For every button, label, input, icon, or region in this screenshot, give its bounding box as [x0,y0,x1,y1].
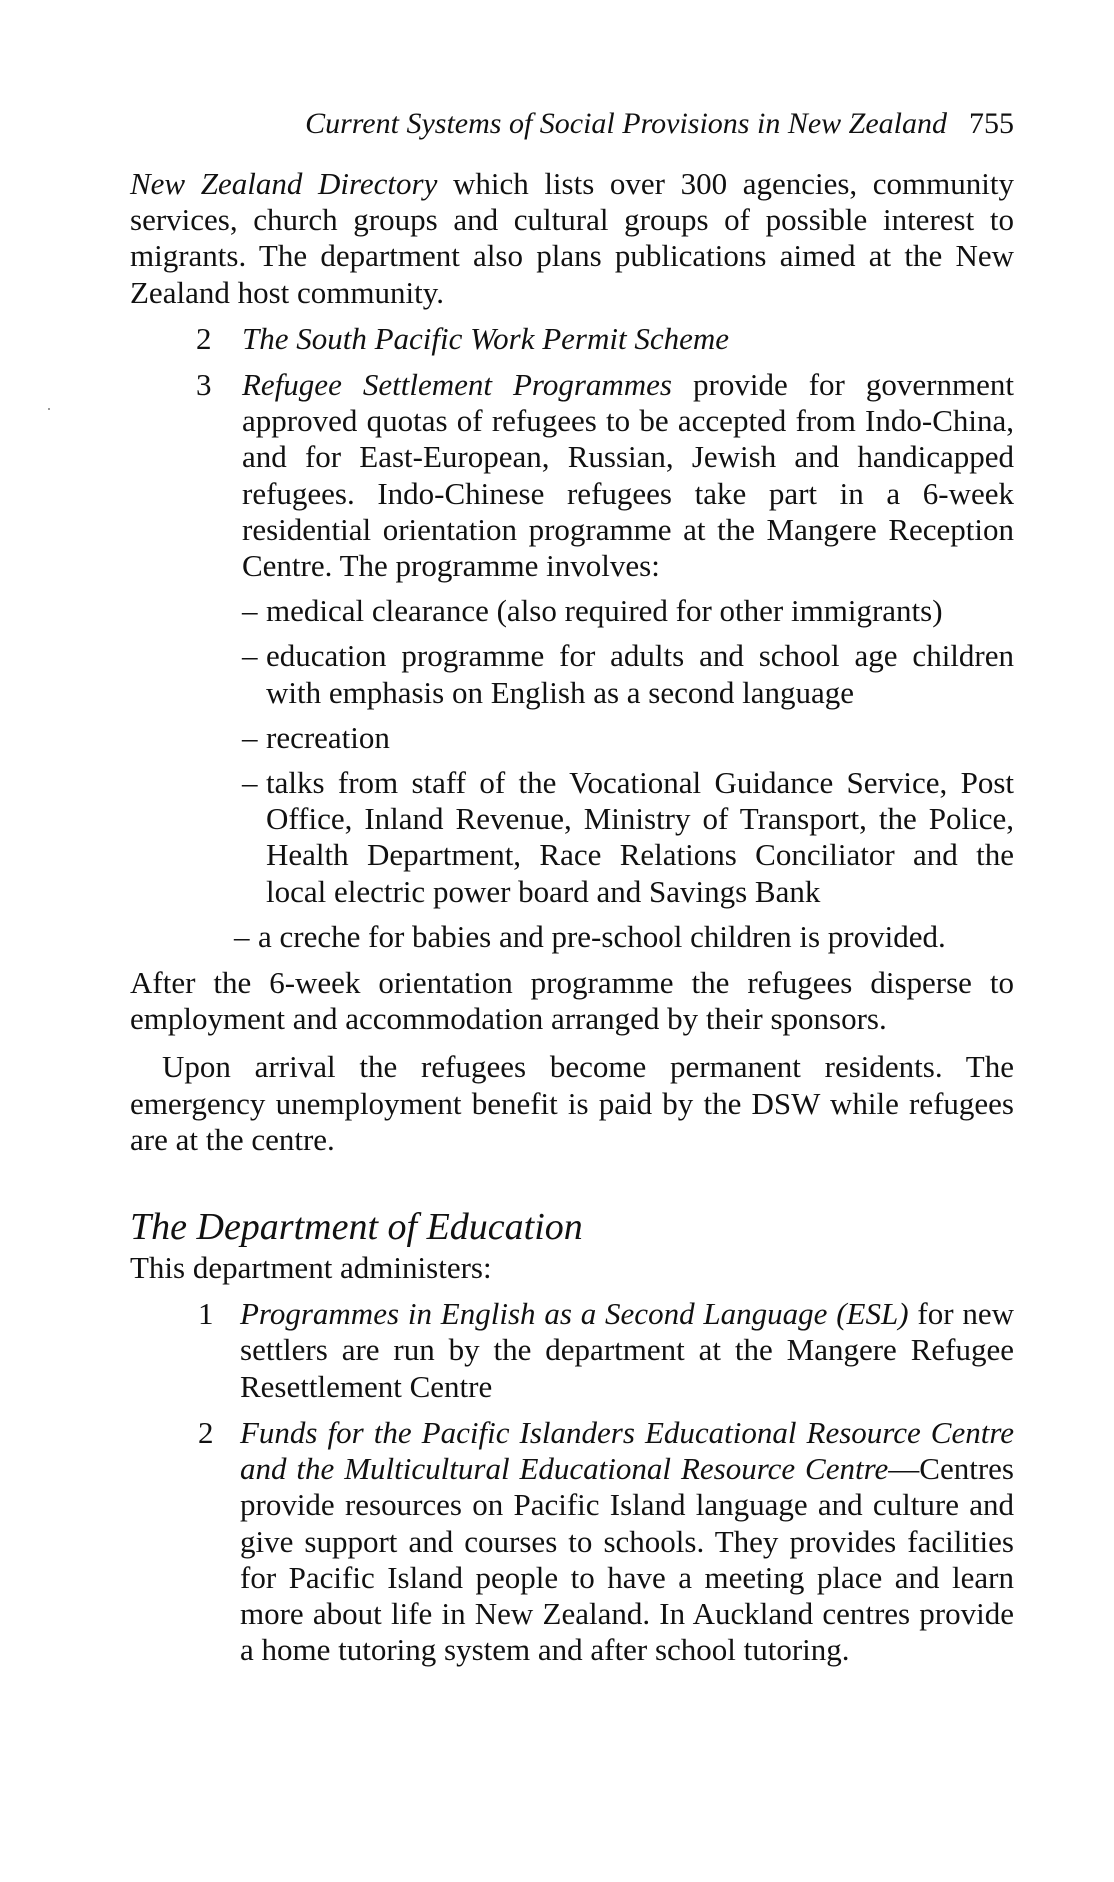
item-text: —Centres provide resources on Pacific Island language and culture and give support and courses to schools. They provides facilities for Pacific Island people to have a meeting place and learn more about life in New Zealand. In Auckland centres provide a home tutoring system and after school tutoring. [240,1451,1014,1668]
programme-item [130,593,1014,629]
page-number: 755 [969,107,1014,140]
after-paragraph: Upon arrival the refugees become permanent residents. The emergency unemployment benefit is paid by the DSW while refugees are at the centre. [130,1049,1014,1157]
programme-item [130,720,1014,756]
immigration-item [130,367,1014,584]
dash-bullet: – [242,765,258,801]
education-item [130,1296,1014,1405]
item-title: Funds for the Pacific Islanders Educational Resource Centre and the Multicultural Educational Resource Centre [240,1414,1014,1487]
scan-speck [48,408,50,410]
item-title: Refugee Settlement Programmes [242,367,672,403]
intro-text: which lists over 300 agencies, community services, church groups and cultural groups of possible interest to migrants. The department also plans publications aimed at the New Zealand host community. [130,166,1015,310]
education-item [130,1415,1014,1668]
after-paragraph: After the 6-week orientation programme the refugees disperse to employment and accommodation arranged by their sponsors. [130,965,1014,1037]
item-title: The South Pacific Work Permit Scheme [242,320,729,356]
item-text: provide for government approved quotas of refugees to be accepted from Indo-China, and for East-European, Russian, Jewish and handicapped refugees. Indo-Chinese refugees take part in a 6-week residential orientation programme at the Mangere Reception Centre. The programme involves: [242,367,1014,584]
running-head [130,104,1014,144]
dash-bullet: – [242,593,258,629]
programme-item [130,765,1014,910]
section-intro: This department administers: [130,1250,492,1286]
item-number: 2 [198,1414,214,1450]
programme-item-text: a creche for babies and pre-school children is provided. [258,918,946,954]
item-number: 1 [198,1296,214,1332]
programme-item-text: medical clearance (also required for other immigrants) [266,593,943,629]
programme-item-text: recreation [266,719,390,755]
dash-bullet: – [242,719,258,755]
programme-item [130,638,1014,710]
item-text: for new settlers are run by the department at the Mangere Refugee Resettlement Centre [240,1296,1014,1404]
dash-bullet: – [234,918,250,954]
immigration-item [130,321,1014,357]
intro-italic-lead: New Zealand Directory [130,166,438,201]
section-heading: The Department of Education [130,1206,583,1249]
item-title: Programmes in English as a Second Language (ESL) [240,1296,909,1332]
dash-bullet: – [242,638,258,674]
programme-item [130,919,1014,955]
item-number: 2 [196,320,212,356]
body-text [130,166,1014,1668]
intro-paragraph [130,166,1014,311]
running-head-title: Current Systems of Social Provisions in New Zealand [305,107,947,140]
item-number: 3 [196,367,212,403]
programme-item-text: education programme for adults and school age children with emphasis on English as a second language [266,638,1014,710]
programme-item-text: talks from staff of the Vocational Guidance Service, Post Office, Inland Revenue, Ministry of Transport, the Police, Health Department, Race Relations Conciliator and the local electric power board and Savings Bank [266,765,1014,909]
